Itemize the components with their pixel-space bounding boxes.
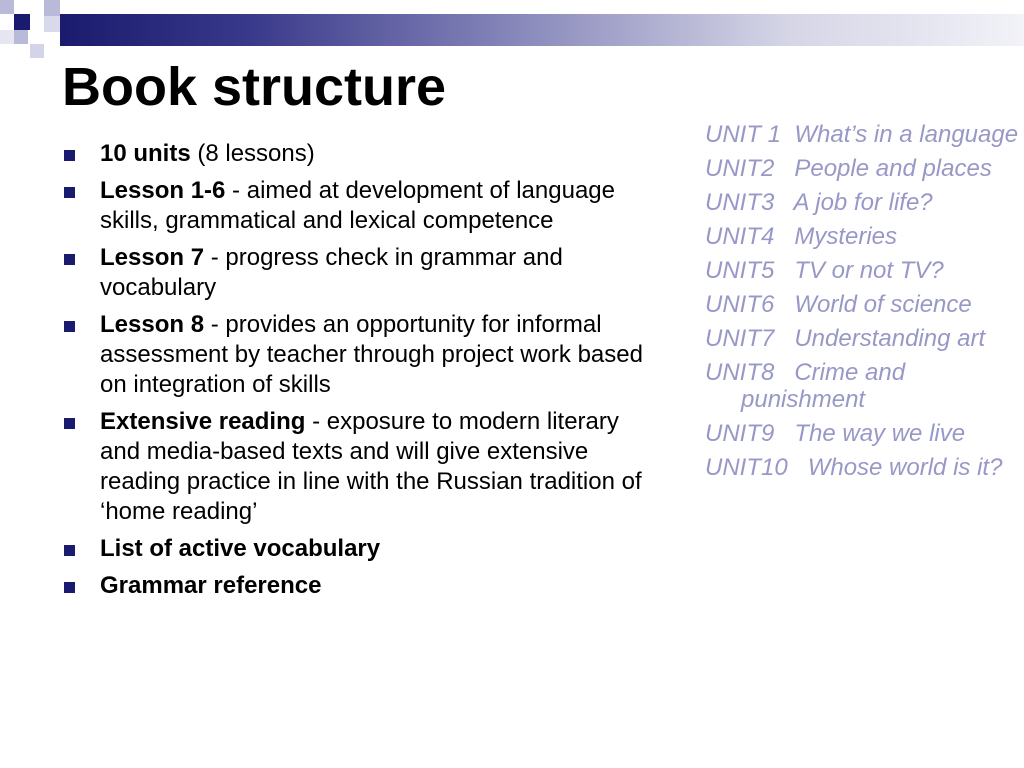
unit-item: UNIT7 Understanding art [705,325,986,352]
decorative-square [0,30,14,44]
item-text: - aimed at development of language skills, grammatical and lexical competence [100,177,615,234]
decorative-square [30,0,44,14]
book-structure-list [62,139,662,608]
item-text: - exposure to modern literary and media-based texts and will give extensive reading practice in line with the Russian tradition of ‘home reading’ [100,408,642,525]
unit-item: UNIT2 People and places [705,155,992,182]
item-text: - progress check in grammar and vocabulary [100,244,563,301]
unit-item: UNIT5 TV or not TV? [705,257,944,284]
decorative-square [14,14,30,30]
unit-item: UNIT 1 What’s in a language [705,121,1019,148]
square-bullet-icon [64,187,75,198]
item-heading: Lesson 7 [100,244,205,271]
unit-item: UNIT6 World of science [705,291,972,318]
decorative-square [14,30,28,44]
units-list [705,121,1020,488]
list-item [62,243,662,303]
list-item [62,139,662,169]
unit-item: UNIT3 A job for life? [705,189,933,216]
unit-item: UNIT9 The way we live [705,420,966,447]
decorative-square [44,16,60,32]
item-text: - provides an opportunity for informal assessment by teacher through project work based on integration of skills [100,311,643,398]
list-item [62,176,662,236]
item-heading: 10 units [100,140,191,167]
square-bullet-icon [64,545,75,556]
decorative-square [44,0,60,16]
decorative-square [30,44,44,58]
item-heading: Lesson 8 [100,311,205,338]
square-bullet-icon [64,254,75,265]
header-gradient-band [60,14,1024,46]
square-bullet-icon [64,418,75,429]
item-text: (8 lessons) [190,140,315,167]
list-item [62,310,662,400]
unit-item: UNIT4 Mysteries [705,223,898,250]
square-bullet-icon [64,582,75,593]
item-heading: Extensive reading [100,408,306,435]
item-heading: List of active vocabulary [100,535,381,562]
square-bullet-icon [64,321,75,332]
slide-title: Book structure [62,57,447,117]
unit-item: UNIT10 Whose world is it? [705,454,1003,481]
list-item [62,407,662,527]
decorative-square [0,0,14,14]
unit-item: UNIT8 Crime and punishment [705,359,912,413]
square-bullet-icon [64,150,75,161]
item-heading: Lesson 1-6 [100,177,226,204]
item-heading: Grammar reference [100,572,322,599]
list-item [62,571,662,601]
list-item [62,534,662,564]
